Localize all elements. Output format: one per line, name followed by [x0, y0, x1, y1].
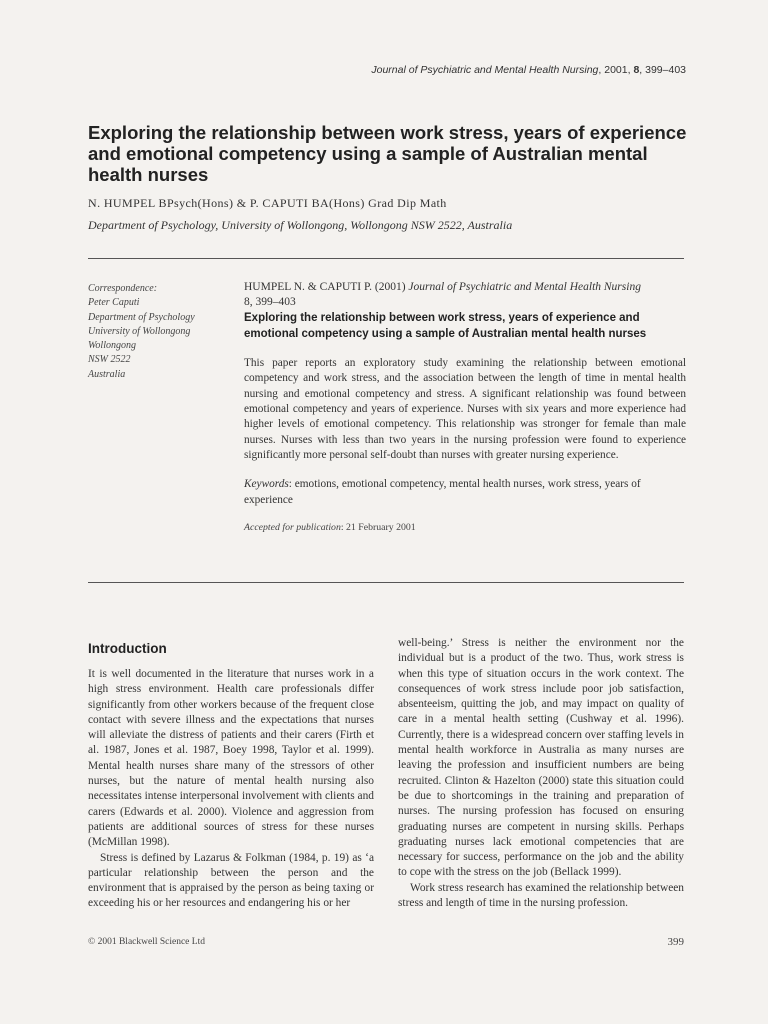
- body-paragraph: Stress is defined by Lazarus & Folkman (1984, p. 19) as ‘a particular relationship between the person and the environment that is appraised by the person as being taxing or exceeding his or her resources and endangering his or her: [88, 851, 374, 910]
- citation-title: Exploring the relationship between work stress, years of experience and emotional competency using a sample of Australian mental health nurses: [244, 312, 647, 340]
- correspondence-line: Department of Psychology: [88, 311, 195, 323]
- author-line: N. HUMPEL BPsych(Hons) & P. CAPUTI BA(Hons) Grad Dip Math: [88, 196, 447, 210]
- accepted-value: : 21 February 2001: [340, 522, 416, 534]
- correspondence-line: Australia: [88, 368, 126, 380]
- journal-header: [371, 64, 686, 76]
- journal-volume: 8: [633, 64, 640, 76]
- body-paragraph: It is well documented in the literature that nurses work in a high stress environment. Health care professionals differ significantly from other workers because of the frequent close contact with severe illness and the expectations that nurses will alleviate the distress of patients and their carers (Firth et al. 1987, Jones et al. 1987, Boey 1998, Taylor et al. 1999). Mental health nurses share many of the stressors of other nurses, but the nature of mental health nursing also necessitates intense interpersonal involvement with clients and carers (Edwards et al. 2000). Violence and aggression from patients are additional sources of stress for these nurses (McMillan 1998).: [88, 668, 374, 849]
- keywords-label: Keywords: [244, 478, 289, 491]
- keywords: [244, 477, 686, 508]
- section-heading-introduction: Introduction: [88, 641, 167, 656]
- body-paragraph: Work stress research has examined the relationship between stress and length of time in the nursing profession.: [398, 881, 684, 910]
- journal-name: Journal of Psychiatric and Mental Health Nursing: [371, 64, 599, 76]
- copyright-notice: © 2001 Blackwell Science Ltd: [88, 937, 205, 947]
- body-column-left: [88, 641, 374, 912]
- correspondence-line: Correspondence:: [88, 283, 158, 294]
- abstract-block: [244, 280, 686, 533]
- citation-volpages: 8, 399–403: [244, 296, 296, 308]
- bottom-divider: [88, 582, 684, 583]
- journal-year: , 2001,: [598, 64, 634, 76]
- correspondence-line: NSW 2522: [88, 354, 131, 366]
- accepted-label: Accepted for publication: [244, 522, 341, 534]
- correspondence-block: [88, 282, 238, 382]
- page-number: 399: [667, 936, 684, 948]
- accepted-date: [244, 522, 686, 533]
- citation-journal: Journal of Psychiatric and Mental Health Nursing: [408, 281, 641, 293]
- keywords-text: : emotions, emotional competency, mental health nurses, work stress, years of experience: [244, 478, 641, 506]
- affiliation: Department of Psychology, University of Wollongong, Wollongong NSW 2522, Australia: [88, 218, 513, 232]
- correspondence-line: University of Wollongong: [88, 325, 191, 337]
- body-column-right: [398, 636, 684, 911]
- correspondence-line: Peter Caputi: [88, 297, 140, 309]
- body-paragraph: well-being.’ Stress is neither the environment nor the individual but is a product of the two. Thus, work stress is when this type of situation occurs in the work context. The consequences of work stress include poor job satisfaction, absenteeism, quitting the job, and may impact on quality of care in a mental health setting (Cushway et al. 1996). Currently, there is a widespread concern over staffing levels in mental health workforce in Australia as many nurses are leaving the profession and insufficient numbers are being recruited. Clinton & Hazelton (2000) state this situation could be due to shortcomings in the training and preparation of nurses. The nursing profession has focused on ensuring graduating nurses are competent in nursing skills. Perhaps graduating nurses lack emotional competencies that are necessary for success, performance on the job and the ability to cope with the stress on the job (Bellack 1999).: [398, 637, 684, 879]
- correspondence-line: Wollongong: [88, 340, 136, 352]
- top-divider: [88, 258, 684, 259]
- abstract-text: This paper reports an exploratory study examining the relationship between emotional competency and work stress, and the association between the length of time in mental health nursing and emotional competency and stress. A significant relationship was found between emotional competency and years of experience. Nurses with six years and more experience had higher levels of emotional competency. This relationship was stronger for female than male nurses. Nurses with less than two years in the nursing profession were found to experience significantly more personal self-doubt than nurses with greater nursing experience.: [244, 357, 686, 462]
- journal-pages: , 399–403: [639, 64, 686, 76]
- citation: [244, 280, 686, 310]
- article-title: Exploring the relationship between work stress, years of experience and emotional competency using a sample of Australian mental health nurses: [88, 122, 687, 185]
- citation-authors: HUMPEL N. & CAPUTI P. (2001): [244, 281, 406, 293]
